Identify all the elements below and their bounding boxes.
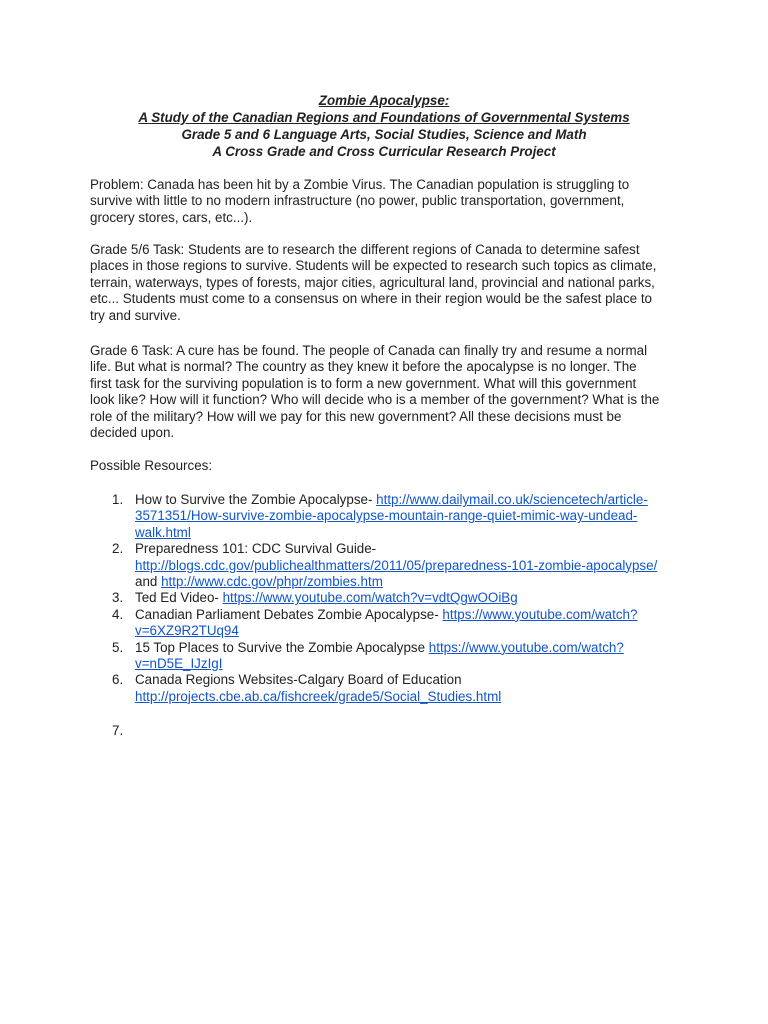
resource-link[interactable]: http://www.cdc.gov/phpr/zombies.htm [161,574,383,590]
task6-line: Grade 6 Task: A cure has be found. The people of Canada can finally try and resume a normal [90,343,648,358]
resource-link[interactable]: http://www.dailymail.co.uk/sciencetech/article- [376,492,648,507]
task6-line: look like? How will it function? Who will decide who is a member of the government? What is the [90,392,660,408]
list-item [90,541,690,590]
list-item [90,607,690,640]
resource-link[interactable]: v=nD5E_IJzIgI [135,656,223,672]
grade-5-6-task-paragraph [90,242,686,324]
resource-title: How to Survive the Zombie Apocalypse- [135,492,377,507]
resource-title: Ted Ed Video- [135,590,223,606]
problem-paragraph [90,177,686,226]
resource-link[interactable]: v=6XZ9R2TUq94 [135,623,239,639]
document-header [0,92,768,160]
problem-line: survive with little to no modern infrastructure (no power, public transportation, government, [90,193,625,209]
task56-line: try and survive. [90,307,181,323]
resource-link[interactable]: walk.html [135,524,191,540]
resource-link[interactable]: https://www.youtube.com/watch? [442,606,638,622]
list-number: 1. [112,492,124,507]
resource-link[interactable]: http://blogs.cdc.gov/publichealthmatters/2011/05/preparedness-101-zombie-apocalypse/ [135,557,658,573]
list-number: 4. [112,606,124,622]
problem-line: grocery stores, cars, etc...). [90,209,253,225]
document-project-type: A Cross Grade and Cross Curricular Research Project [212,144,556,159]
document-subtitle: A Study of the Canadian Regions and Foundations of Governmental Systems [138,110,630,125]
list-number: 2. [112,541,124,557]
task6-line: role of the military? How will we pay for this new government? All these decisions must be [90,408,622,424]
resources-heading: Possible Resources: [90,458,213,473]
document-title: Zombie Apocalypse: [318,93,450,108]
resource-link[interactable]: http://projects.cbe.ab.ca/fishcreek/grade5/Social_Studies.html [135,688,502,704]
task56-line: places in those regions to survive. Students will be expected to research such topics as climate, [90,258,657,274]
list-item [90,723,690,739]
grade-6-task-paragraph [90,343,686,441]
resources-list [90,492,690,740]
document-grade-subjects: Grade 5 and 6 Language Arts, Social Studies, Science and Math [181,127,587,142]
resource-title: Canada Regions Websites-Calgary Board of Education [135,672,462,688]
list-number: 7. [112,723,124,739]
resource-title: Canadian Parliament Debates Zombie Apocalypse- [135,606,443,622]
list-number: 6. [112,672,124,688]
list-item [90,672,690,705]
resource-connector: and [135,574,162,590]
resource-title: Preparedness 101: CDC Survival Guide- [135,541,377,557]
resource-title: 15 Top Places to Survive the Zombie Apocalypse [135,639,429,655]
task6-line: decided upon. [90,425,175,441]
list-number: 5. [112,639,124,655]
list-number: 3. [112,590,124,606]
list-item [90,640,690,673]
task56-line: Grade 5/6 Task: Students are to research the different regions of Canada to determine safest [90,242,640,257]
resource-link[interactable]: https://www.youtube.com/watch?v=vdtQgwOOiBg [222,590,518,606]
task56-line: terrain, waterways, types of forests, major cities, agricultural land, provincial and national parks, [90,274,655,290]
task56-line: etc... Students must come to a consensus on where in their region would be the safest place to [90,291,652,307]
problem-line: Problem: Canada has been hit by a Zombie Virus. The Canadian population is struggling to [90,177,630,192]
list-item [90,492,690,541]
list-item [90,590,690,606]
resource-link[interactable]: 3571351/How-survive-zombie-apocalypse-mountain-range-quiet-mimic-way-undead- [135,508,638,524]
resource-link[interactable]: https://www.youtube.com/watch? [428,639,624,655]
task6-line: first task for the surviving population is to form a new government. What will this government [90,375,637,391]
task6-line: life. But what is normal? The country as they knew it before the apocalypse is no longer. The [90,359,637,375]
